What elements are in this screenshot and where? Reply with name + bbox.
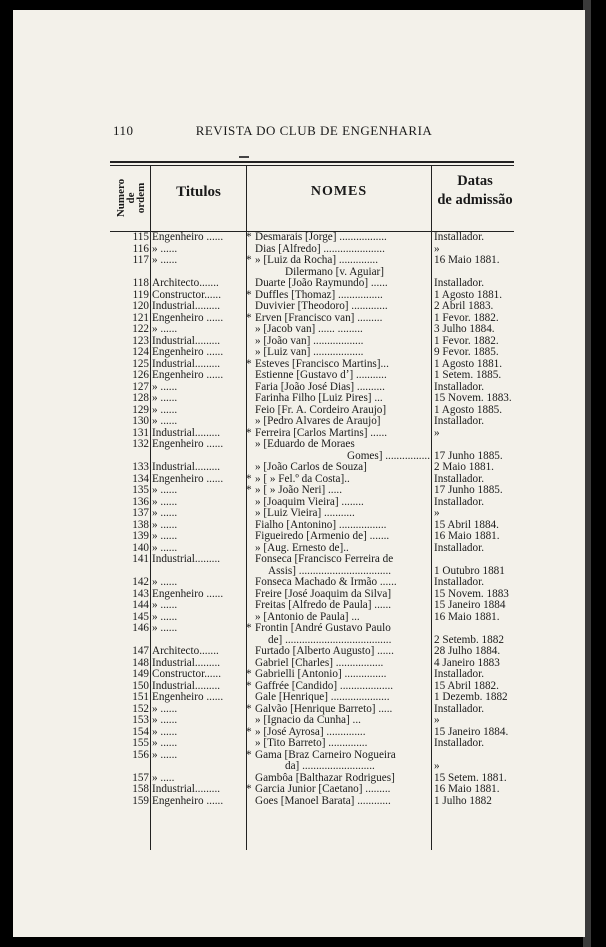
row-title: » ...... — [152, 519, 178, 531]
table-row — [110, 485, 518, 497]
row-title: Industrial......... — [152, 462, 221, 473]
row-number: 135 — [132, 484, 149, 496]
table-row — [110, 347, 518, 359]
row-title: Industrial......... — [152, 301, 221, 312]
row-name: Duffles [Thomaz] ................ — [255, 289, 383, 301]
row-name: Gomes] ................ — [347, 450, 430, 462]
row-date: 1 Agosto 1881. — [434, 289, 503, 301]
row-name: Garcia Junior [Caetano] ......... — [255, 784, 391, 795]
row-title: Constructor...... — [152, 669, 221, 680]
row-title: Constructor...... — [152, 289, 221, 301]
row-name: » [Aug. Ernesto de].. — [255, 542, 349, 554]
table-row — [110, 359, 518, 371]
row-date: 1 Agosto 1885. — [434, 404, 503, 416]
row-star: * — [246, 231, 252, 243]
table-top-rule-thin — [110, 165, 514, 166]
row-number: 122 — [132, 323, 149, 335]
table-row — [110, 635, 518, 647]
table-row — [110, 543, 518, 555]
row-number: 153 — [132, 714, 149, 726]
row-date: 1 Outubro 1881 — [434, 565, 505, 577]
row-date: Installador. — [434, 738, 485, 749]
row-name: » [Ignacio da Cunha] ... — [255, 715, 361, 726]
row-title: Industrial......... — [152, 335, 221, 347]
table-row — [110, 405, 518, 417]
table-row — [110, 750, 518, 762]
row-star: * — [246, 702, 252, 715]
row-number: 132 — [132, 438, 149, 450]
row-number: 157 — [132, 771, 149, 784]
row-name: Fialho [Antonino] ................. — [255, 519, 387, 531]
row-number: 144 — [132, 599, 149, 611]
table-row — [110, 623, 518, 635]
row-star: * — [246, 622, 252, 634]
row-star: * — [246, 484, 252, 496]
row-number: 148 — [132, 656, 149, 669]
row-title: Engenheiro ...... — [152, 312, 224, 324]
row-name: Furtado [Alberto Augusto] ...... — [255, 646, 394, 657]
table-row — [110, 324, 518, 336]
row-title: Industrial......... — [152, 358, 221, 370]
row-date: 1 Julho 1882 — [434, 795, 492, 807]
row-name: Esteves [Francisco Martins]... — [255, 358, 389, 370]
row-name: Gabrielli [Antonio] ............... — [255, 669, 387, 680]
row-star: * — [246, 288, 252, 301]
header-ordem — [113, 168, 149, 228]
row-name: Figueiredo [Armenio de] ....... — [255, 531, 390, 542]
row-name: Dilermano [v. Aguiar] — [285, 266, 384, 278]
table-row — [110, 244, 518, 256]
table-row — [110, 692, 518, 704]
row-name: Freitas [Alfredo de Paula] ...... — [255, 600, 392, 611]
row-number: 140 — [132, 541, 149, 554]
table-row — [110, 704, 518, 716]
table-row — [110, 313, 518, 325]
row-number: 116 — [132, 242, 149, 255]
row-name: Feio [Fr. A. Cordeiro Araujo] — [255, 404, 387, 416]
row-date: 4 Janeiro 1883 — [434, 657, 500, 669]
row-name: Gabriel [Charles] ................. — [255, 657, 384, 669]
table-row — [110, 784, 518, 796]
row-number: 123 — [132, 334, 149, 347]
row-number: 152 — [132, 702, 149, 715]
row-title: » ...... — [152, 485, 178, 496]
row-name: » [Luiz van] .................. — [255, 347, 364, 358]
header-datas-text: Datas de admissão — [437, 173, 513, 208]
row-title: » ...... — [152, 531, 178, 542]
row-title: Engenheiro ...... — [152, 473, 224, 485]
row-date: 15 Setem. 1881. — [434, 772, 507, 784]
row-date: 3 Julho 1884. — [434, 324, 495, 335]
row-date: 1 Agosto 1881. — [434, 358, 503, 370]
row-name: » [José Ayrosa] .............. — [255, 726, 366, 738]
table-row — [110, 336, 518, 348]
row-number: 124 — [132, 346, 149, 358]
row-title: » ...... — [152, 542, 178, 554]
row-number: 147 — [132, 645, 149, 657]
row-title: Engenheiro ...... — [152, 588, 224, 600]
row-star: * — [246, 679, 252, 692]
row-date: 15 Janeiro 1884 — [434, 600, 506, 611]
row-title: » ...... — [152, 611, 178, 623]
row-name: Farinha Filho [Luiz Pires] ... — [255, 393, 383, 404]
row-date: Installador. — [434, 542, 485, 554]
row-date: Installador. — [434, 232, 485, 243]
row-name: » [Antonio de Paula] ... — [255, 611, 360, 623]
row-number: 121 — [132, 311, 149, 324]
row-date: 1 Setem. 1885. — [434, 370, 502, 381]
table-row — [110, 416, 518, 428]
row-title: » ...... — [152, 393, 178, 404]
row-number: 125 — [132, 357, 149, 370]
row-name: Gaffrée [Candido] ................... — [255, 680, 394, 692]
row-title: » ...... — [152, 715, 178, 726]
table-top-rule — [110, 161, 514, 163]
header-titulos: Titulos — [176, 184, 221, 200]
row-number: 141 — [132, 553, 149, 565]
row-date: 2 Setemb. 1882 — [434, 634, 504, 646]
row-date: 17 Junho 1885. — [434, 485, 503, 496]
row-title: » ...... — [152, 416, 178, 427]
row-name: Fonseca Machado & Irmão ...... — [255, 577, 397, 588]
row-title: » ...... — [152, 324, 178, 335]
row-title: » ...... — [152, 255, 178, 266]
header-nomes: NOMES — [310, 184, 368, 199]
table-row — [110, 773, 518, 785]
row-number: 130 — [132, 415, 149, 427]
row-date: Installador. — [434, 577, 485, 588]
row-number: 136 — [132, 495, 149, 508]
row-title: » ...... — [152, 703, 178, 715]
table-row — [110, 301, 518, 313]
row-star: * — [246, 426, 252, 439]
row-date: 15 Abril 1884. — [434, 519, 499, 531]
row-title: » ...... — [152, 496, 178, 508]
row-number: 118 — [132, 277, 149, 289]
table-row — [110, 497, 518, 509]
members-table-body — [110, 232, 518, 807]
page-header — [13, 123, 585, 143]
row-title: » ...... — [152, 508, 178, 519]
table-row — [110, 681, 518, 693]
row-star: * — [246, 357, 252, 370]
row-number: 128 — [132, 392, 149, 404]
row-title: Architecto....... — [152, 646, 219, 657]
row-number: 120 — [132, 300, 149, 312]
row-star: * — [246, 783, 252, 795]
row-name: da] .......................... — [285, 761, 375, 772]
row-title: Engenheiro ...... — [152, 439, 224, 450]
row-star: * — [246, 668, 252, 680]
table-row — [110, 474, 518, 486]
table-row — [110, 290, 518, 302]
row-name: » [Tito Barreto] .............. — [255, 738, 368, 749]
row-name: Gale [Henrique] ..................... — [255, 692, 390, 703]
row-date: 1 Fevor. 1882. — [434, 312, 499, 324]
running-title: REVISTA DO CLUB DE ENGENHARIA — [195, 123, 433, 138]
table-row — [110, 738, 518, 750]
table-row — [110, 589, 518, 601]
row-number: 158 — [132, 783, 149, 795]
table-row — [110, 393, 518, 405]
table-row — [110, 566, 518, 578]
table-row — [110, 554, 518, 566]
row-name: Gama [Braz Carneiro Nogueira — [255, 749, 396, 761]
row-star: * — [246, 472, 252, 485]
row-title: » ...... — [152, 243, 178, 255]
table-row — [110, 232, 518, 244]
row-title: Engenheiro ...... — [152, 232, 224, 243]
table-row — [110, 600, 518, 612]
row-number: 150 — [132, 679, 149, 692]
row-number: 154 — [132, 725, 149, 738]
row-name: Faria [João José Dias] .......... — [255, 381, 385, 393]
row-number: 138 — [132, 518, 149, 531]
table-row — [110, 370, 518, 382]
row-number: 155 — [132, 737, 149, 749]
print-mark — [239, 156, 249, 158]
row-title: Architecto....... — [152, 278, 219, 289]
table-row — [110, 439, 518, 451]
row-title: » ..... — [152, 772, 175, 784]
table-row — [110, 669, 518, 681]
row-number: 145 — [132, 610, 149, 623]
row-date: » — [434, 715, 440, 726]
row-date: » — [434, 761, 440, 772]
row-title: » ...... — [152, 381, 178, 393]
table-row — [110, 727, 518, 739]
row-date: 15 Novem. 1883 — [434, 588, 509, 600]
row-name: Desmarais [Jorge] ................. — [255, 232, 387, 243]
row-date: Installador. — [434, 278, 485, 289]
row-name: » [Luiz da Rocha] .............. — [255, 255, 379, 266]
row-date: 2 Abril 1883. — [434, 301, 494, 312]
row-name: » [Jacob van] ...... ......... — [255, 324, 363, 335]
row-date: 17 Junho 1885. — [434, 450, 503, 462]
row-title: Engenheiro ...... — [152, 347, 224, 358]
table-row — [110, 462, 518, 474]
row-star: * — [246, 748, 252, 761]
row-number: 117 — [132, 254, 149, 266]
row-name: Dias [Alfredo] ...................... — [255, 243, 385, 255]
row-title: » ...... — [152, 726, 178, 738]
row-date: 9 Fevor. 1885. — [434, 347, 499, 358]
row-date: 28 Julho 1884. — [434, 646, 501, 657]
row-star: * — [246, 254, 252, 266]
row-date: 2 Maio 1881. — [434, 462, 494, 473]
row-name: » [Eduardo de Moraes — [255, 439, 355, 450]
row-name: » [ » João Neri] ..... — [255, 485, 342, 496]
table-row — [110, 267, 518, 279]
row-name: » [Joaquim Vieira] ........ — [255, 496, 364, 508]
row-date: Installador. — [434, 473, 485, 485]
table-row — [110, 278, 518, 290]
row-date: 15 Janeiro 1884. — [434, 726, 509, 738]
row-name: Duvivier [Theodoro] ............. — [255, 301, 388, 312]
row-date: » — [434, 243, 440, 255]
row-star: * — [246, 311, 252, 324]
header-datas — [432, 172, 518, 210]
row-name: » [João Carlos de Souza] — [255, 462, 367, 473]
row-name: Gambôa [Balthazar Rodrigues] — [255, 772, 395, 784]
row-number: 133 — [132, 461, 149, 473]
row-title: Industrial......... — [152, 784, 221, 795]
row-title: » ...... — [152, 404, 178, 416]
row-title: » ...... — [152, 577, 178, 588]
row-name: Freire [José Joaquim da Silva] — [255, 588, 392, 600]
table-row — [110, 761, 518, 773]
row-title: » ...... — [152, 600, 178, 611]
row-name: Galvão [Henrique Barreto] ..... — [255, 703, 393, 715]
row-date: 16 Maio 1881. — [434, 784, 500, 795]
row-date: Installador. — [434, 496, 485, 508]
row-title: Industrial......... — [152, 657, 221, 669]
row-name: de] ...................................... — [268, 634, 392, 646]
row-date: Installador. — [434, 703, 485, 715]
row-date: 16 Maio 1881. — [434, 531, 500, 542]
table-row — [110, 428, 518, 440]
row-title: » ...... — [152, 623, 178, 634]
table-row — [110, 646, 518, 658]
row-number: 126 — [132, 369, 149, 381]
row-date: 1 Dezemb. 1882 — [434, 692, 508, 703]
row-number: 131 — [132, 426, 149, 439]
row-number: 134 — [132, 472, 149, 485]
row-title: » ...... — [152, 738, 178, 749]
row-date: 15 Novem. 1883. — [434, 393, 512, 404]
row-number: 142 — [132, 576, 149, 588]
row-number: 159 — [132, 794, 149, 807]
row-title: Engenheiro ...... — [152, 795, 224, 807]
table-row — [110, 520, 518, 532]
row-title: Industrial......... — [152, 427, 221, 439]
row-title: Industrial......... — [152, 554, 221, 565]
table-row — [110, 577, 518, 589]
table-row — [110, 255, 518, 267]
row-title: Industrial......... — [152, 680, 221, 692]
table-row — [110, 382, 518, 394]
row-name: Ferreira [Carlos Martins] ...... — [255, 427, 388, 439]
row-date: Installador. — [434, 416, 485, 427]
table-row — [110, 612, 518, 624]
row-name: Assis] ................................. — [268, 565, 392, 577]
row-name: Goes [Manoel Barata] ............ — [255, 795, 391, 807]
row-date: 1 Fevor. 1882. — [434, 335, 499, 347]
page-number: 110 — [113, 123, 134, 138]
row-name: » [Luiz Vieira] ........... — [255, 508, 355, 519]
row-name: Duarte [João Raymundo] ...... — [255, 278, 388, 289]
row-number: 129 — [132, 403, 149, 416]
row-date: 16 Maio 1881. — [434, 255, 500, 266]
row-name: » [João van] .................. — [255, 335, 364, 347]
row-number: 143 — [132, 587, 149, 600]
row-date: » — [434, 427, 440, 439]
row-name: Estienne [Gustavo dʼ] ........... — [255, 370, 387, 381]
table-row — [110, 531, 518, 543]
book-page — [13, 10, 585, 937]
row-number: 139 — [132, 530, 149, 542]
table-row — [110, 658, 518, 670]
table-row — [110, 451, 518, 463]
row-number: 151 — [132, 691, 149, 703]
row-name: Frontin [André Gustavo Paulo — [255, 623, 391, 634]
table-row — [110, 796, 518, 808]
row-number: 119 — [132, 288, 149, 301]
header-ordem-text: Numero de ordem — [115, 178, 148, 218]
row-date: » — [434, 508, 440, 519]
row-number: 156 — [132, 748, 149, 761]
row-name: Fonseca [Francisco Ferreira de — [255, 554, 394, 565]
row-date: Installador. — [434, 669, 485, 680]
table-row — [110, 508, 518, 520]
row-number: 149 — [132, 668, 149, 680]
table-row — [110, 715, 518, 727]
row-name: Erven [Francisco van] ......... — [255, 312, 383, 324]
row-number: 146 — [132, 622, 149, 634]
row-number: 115 — [132, 231, 149, 243]
row-name: » [Pedro Alvares de Araujo] — [255, 416, 381, 427]
row-name: » [ » Fel.º da Costa].. — [255, 473, 350, 485]
row-star: * — [246, 725, 252, 738]
row-title: Engenheiro ...... — [152, 370, 224, 381]
row-number: 127 — [132, 380, 149, 393]
row-title: Engenheiro ...... — [152, 692, 224, 703]
row-date: 16 Maio 1881. — [434, 611, 500, 623]
row-date: 15 Abril 1882. — [434, 680, 499, 692]
row-number: 137 — [132, 507, 149, 519]
row-title: » ...... — [152, 749, 178, 761]
row-date: Installador. — [434, 381, 485, 393]
